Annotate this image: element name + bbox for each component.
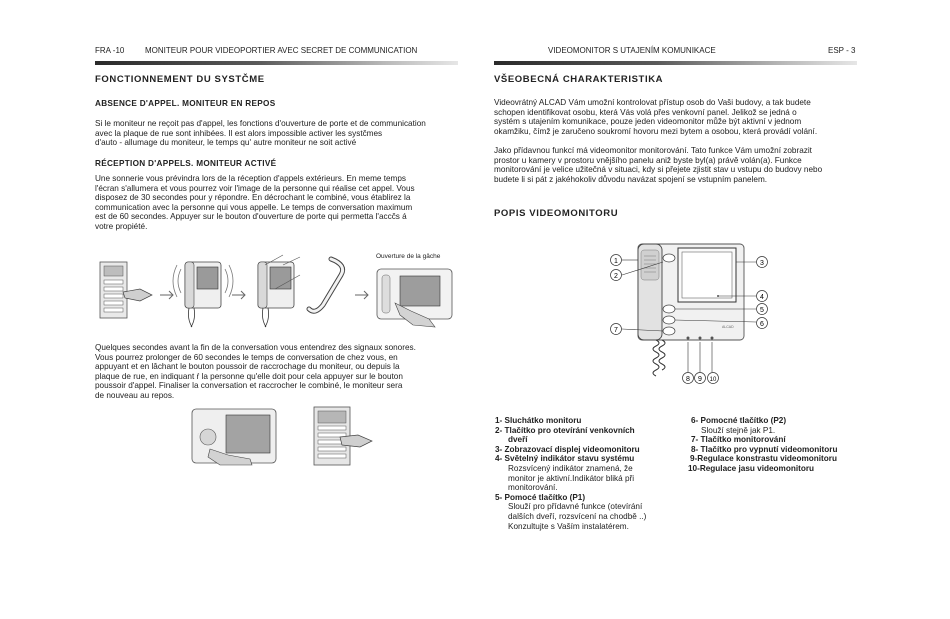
text-line: okamžiku, čímž je zaručeno soukromí hovoru mezi bytem a osobou, která provádí volání.	[494, 126, 818, 136]
legend-desc: dalších dveří, rozsvícení na chodbě ..)	[508, 511, 647, 521]
text-line: Jako přídavnou funkcí má videomonitor monitorování. Tato funkce Vám umožní zobrazit	[494, 146, 812, 155]
legend-list-right	[688, 416, 863, 474]
left-header-title: MONITEUR POUR VIDEOPORTIER AVEC SECRET DE COMMUNICATION	[145, 46, 418, 55]
left-para3	[95, 343, 458, 401]
arrow-icon	[355, 291, 368, 299]
svg-text:10: 10	[709, 377, 717, 383]
callout-9	[695, 373, 706, 384]
aux-button-p1[interactable]	[663, 305, 675, 313]
callout-2	[611, 270, 622, 281]
door-open-button[interactable]	[663, 254, 675, 262]
videomonitor-diagram	[600, 236, 780, 386]
contrast-control[interactable]	[699, 337, 702, 340]
svg-text:5: 5	[760, 307, 764, 314]
legend-item: 3- Zobrazovací displej videomonitoru	[495, 444, 640, 454]
text-line: communication avec la personne qui vous appelle. Le temps de conversation maximum	[95, 202, 413, 212]
svg-text:4: 4	[760, 294, 764, 301]
text-line: plaque de rue, en indiquant ŕ la personne qu'elle doit pour cela appuyer sur le bouton	[95, 371, 403, 381]
brand-label: ALCAD	[722, 325, 734, 329]
monitor-answer-illustration	[258, 255, 343, 327]
legend-list-left	[495, 416, 669, 531]
arrow-icon	[160, 291, 173, 299]
svg-text:1: 1	[614, 258, 618, 265]
text-line: Quelques secondes avant la fin de la conversation vous entendrez des signaux sonores.	[95, 343, 416, 352]
legend-item: 5- Pomocé tlačítko (P1)	[495, 492, 586, 502]
left-sub2-title: RÉCEPTION D'APPELS. MONITEUR ACTIVÉ	[95, 159, 277, 168]
right-header-page: ESP - 3	[828, 46, 856, 55]
text-line: de nouveau au repos.	[95, 390, 175, 400]
text-line: Si le moniteur ne reçoit pas d'appel, les fonctions d'ouverture de porte et de communication	[95, 119, 426, 128]
svg-text:2: 2	[614, 273, 618, 280]
callout-10	[708, 373, 719, 384]
power-off-control[interactable]	[687, 337, 690, 340]
text-line: Videovrátný ALCAD Vám umožní kontrolovat přístup osob do Vaši budovy, a tak budete	[494, 98, 811, 107]
door-release-illustration	[377, 269, 452, 327]
callout-7	[611, 324, 622, 335]
legend-desc: monitor je aktivní.Indikátor bliká při	[508, 473, 635, 483]
text-line: schopen identifikovat osobu, která Vás volá přes venkovní panel. Jelikož se jedná o	[494, 107, 797, 117]
callout-3	[757, 257, 768, 268]
legend-desc: monitorování.	[508, 483, 558, 493]
svg-text:7: 7	[614, 327, 618, 334]
figure-caption: Ouverture de la gâche	[376, 253, 441, 260]
text-line: monitorování je velice užitečná v situaci, kdy si přejete zjistit stav u vstupu do budovy nebo	[494, 165, 823, 175]
right-header-title: VIDEOMONITOR S UTAJENÍM KOMUNIKACE	[548, 46, 716, 55]
svg-text:8: 8	[686, 376, 690, 383]
legend-item: 10-Regulace jasu videomonitoru	[688, 463, 815, 473]
coiled-cord	[653, 340, 659, 376]
brightness-control[interactable]	[711, 337, 714, 340]
svg-text:3: 3	[760, 260, 764, 267]
text-line: prostor u kamery v prostoru vnějšího panelu aniž byste byl(a) právě volán(a). Funkce	[494, 155, 802, 165]
text-line: appuyant et en lâchant le bouton poussoir de raccrochage du moniteur, ou depuis la	[95, 362, 400, 372]
right-section1-title: VŠEOBECNÁ CHARAKTERISTIKA	[494, 74, 664, 85]
right-section2-title: POPIS VIDEOMONITORU	[494, 208, 619, 219]
monitor-ringing-illustration	[173, 262, 233, 327]
legend-item: 6- Pomocné tlačítko (P2)	[691, 416, 787, 425]
legend-desc: Konzultujte s Vaším instalatérem.	[508, 521, 629, 531]
text-line: votre propiété.	[95, 221, 148, 231]
legend-desc: Slouží pro přídavné funkce (otevírání	[508, 502, 643, 512]
left-sub2-paragraph	[95, 174, 458, 232]
callout-6	[757, 318, 768, 329]
left-section-title: FONCTIONNEMENT DU SYSTČME	[95, 74, 265, 85]
text-line: avec la plaque de rue sont inhibées. Il est alors impossible activer les systčmes	[95, 128, 383, 138]
text-line: systém s utajením komunikace, pouze jeden videomonitor může být aktivní v jednom	[494, 117, 802, 127]
text-line: budete li si pát z jakéhokoliv důvodu navázat spojení se vstupním panelem.	[494, 174, 768, 184]
text-line: est de 60 secondes. Appuyer sur le bouton d'ouverture de porte qui permetta l'accčs á	[95, 212, 407, 222]
text-line: disposez de 30 secondes pour y répondre. En décrochant le combiné, vous établirez la	[95, 193, 411, 203]
callout-8	[683, 373, 694, 384]
svg-text:6: 6	[760, 321, 764, 328]
left-sub1-paragraph	[95, 119, 458, 148]
handset-icon	[638, 244, 662, 340]
legend-item: 2- Tlačítko pro otevírání venkovních	[495, 425, 635, 435]
text-line: Vous pourrez prolonger de 60 secondes le temps de conversation de chez vous, en	[95, 352, 398, 362]
monitor-button-press-illustration	[192, 409, 276, 465]
monitoring-button[interactable]	[663, 327, 675, 335]
arrow-icon	[232, 291, 245, 299]
right-header-rule	[494, 61, 857, 65]
callout-5	[757, 304, 768, 315]
legend-item: 1- Sluchátko monitoru	[495, 416, 582, 425]
door-panel-press-illustration	[314, 407, 372, 465]
text-line: l'écran s'allumera et vous pourrez voir l'image de la personne qui réalise cet appel. Vous	[95, 183, 415, 193]
legend-item-cont: dveří	[508, 435, 528, 445]
legend-item: 4- Světelný indikátor stavu systému	[495, 454, 635, 464]
aux-button-p2[interactable]	[663, 316, 675, 324]
legend-item: 8- Tlačítko pro vypnutí videomonitoru	[691, 444, 838, 454]
callout-1	[611, 255, 622, 266]
callout-4	[757, 291, 768, 302]
door-panel-illustration	[100, 262, 152, 318]
text-line: d'auto - allumage du moniteur, le temps qu' autre moniteur ne soit activé	[95, 138, 357, 148]
legend-desc: Rozsvícený indikátor znamená, že	[508, 463, 633, 473]
right-paragraph-2	[494, 146, 858, 184]
extend-call-illustration	[190, 405, 375, 467]
left-sub1-title: ABSENCE D'APPEL. MONITEUR EN REPOS	[95, 99, 276, 108]
text-line: poussoir d'appel. Finaliser la conversation et raccrocher le combiné, le moniteur sera	[95, 381, 403, 391]
legend-item: 9-Regulace konstrastu videomonitoru	[690, 454, 837, 464]
right-paragraph-1	[494, 98, 858, 136]
left-header-page: FRA -10	[95, 46, 125, 55]
svg-text:9: 9	[698, 376, 702, 383]
left-header-rule	[95, 61, 458, 65]
legend-item: 7- Tlačítko monitorování	[691, 435, 786, 445]
legend-desc: Slouží stejně jak P1.	[701, 425, 776, 435]
text-line: Une sonnerie vous prévindra lors de la réception d'appels extérieurs. En meme temps	[95, 174, 407, 183]
